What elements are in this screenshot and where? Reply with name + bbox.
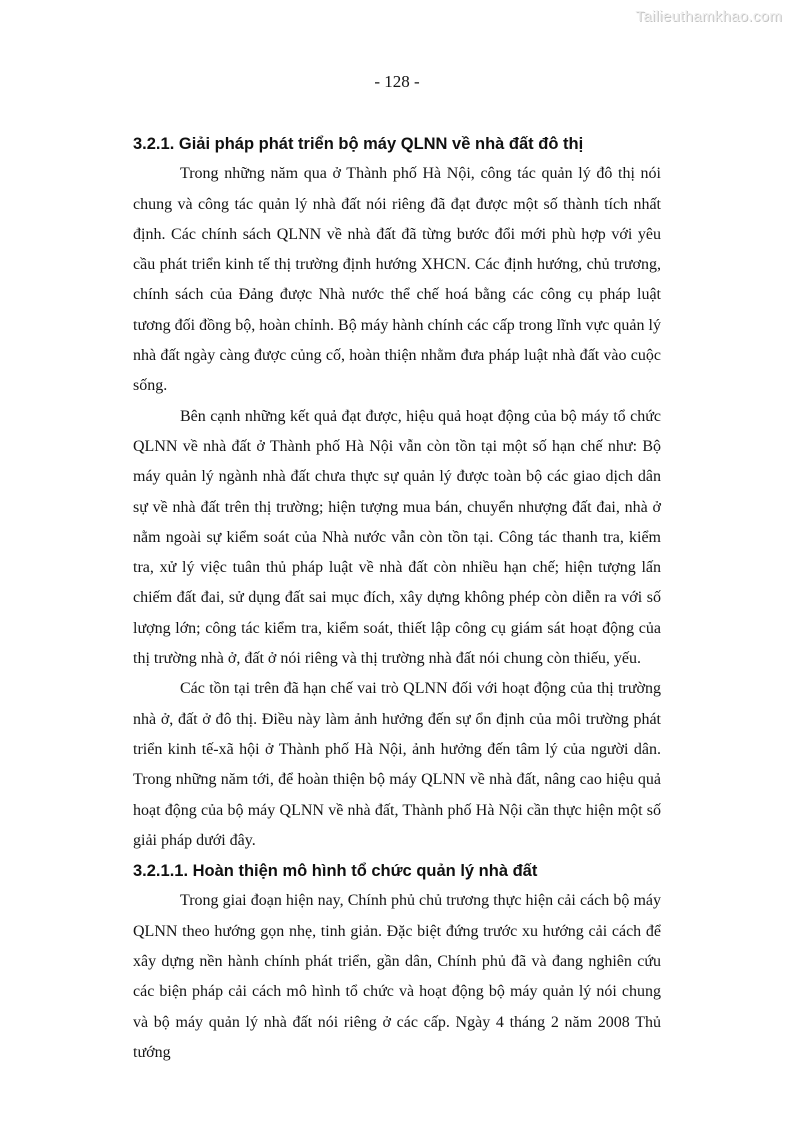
page-number: - 128 - [374,72,420,91]
watermark: Tailieuthamkhao.com [635,8,782,25]
heading-3-2-1-1: 3.2.1.1. Hoàn thiện mô hình tổ chức quản lý nhà đất [133,862,538,881]
heading-3-2-1: 3.2.1. Giải pháp phát triển bộ máy QLNN về nhà đất đô thị [133,135,584,153]
paragraph-1: Trong những năm qua ở Thành phố Hà Nội, công tác quản lý đô thị nói chung và công tác quản lý nhà đất nói riêng đã đạt được một số thành tích nhất định. Các chính sách QLNN về nhà đất đã từng bước đổi mới phù hợp với yêu cầu phát triển kinh tế thị trường định hướng XHCN. Các định hướng, chủ trương, chính sách của Đảng được Nhà nước thể chế hoá bằng các công cụ pháp luật tương đối đồng bộ, hoàn chỉnh. Bộ máy hành chính các cấp trong lĩnh vực quản lý nhà đất ngày càng được củng cố, hoàn thiện nhằm đưa pháp luật nhà đất vào cuộc sống. [133,165,661,395]
document-body [133,129,661,1068]
paragraph-3: Các tồn tại trên đã hạn chế vai trò QLNN đối với hoạt động của thị trường nhà ở, đất ở đô thị. Điều này làm ảnh hưởng đến sự ổn định của môi trường phát triển kinh tế-xã hội ở Thành phố Hà Nội, ảnh hưởng đến tâm lý của người dân. Trong những năm tới, để hoàn thiện bộ máy QLNN về nhà đất, nâng cao hiệu quả hoạt động của bộ máy QLNN về nhà đất, Thành phố Hà Nội cần thực hiện một số giải pháp dưới đây. [133,680,661,849]
paragraph-2: Bên cạnh những kết quả đạt được, hiệu quả hoạt động của bộ máy tổ chức QLNN về nhà đất ở Thành phố Hà Nội vẫn còn tồn tại một số hạn chế như: Bộ máy quản lý ngành nhà đất chưa thực sự quản lý được toàn bộ các giao dịch dân sự về nhà đất trên thị trường; hiện tượng mua bán, chuyển nhượng đất đai, nhà ở nằm ngoài sự kiểm soát của Nhà nước vẫn còn tồn tại. Công tác thanh tra, kiểm tra, xử lý việc tuân thủ pháp luật về nhà đất còn nhiều hạn chế; hiện tượng lấn chiếm đất đai, sử dụng đất sai mục đích, xây dựng không phép còn diễn ra với số lượng lớn; công tác kiểm tra, kiểm soát, thiết lập công cụ giám sát hoạt động của thị trường nhà ở, đất ở nói riêng và thị trường nhà đất nói chung còn thiếu, yếu. [133,407,661,668]
paragraph-4: Trong giai đoạn hiện nay, Chính phủ chủ trương thực hiện cải cách bộ máy QLNN theo hướng gọn nhẹ, tinh giản. Đặc biệt đứng trước xu hướng cải cách để xây dựng nền hành chính phát triển, gần dân, Chính phủ đã và đang nghiên cứu các biện pháp cải cách mô hình tổ chức và hoạt động bộ máy quản lý nói chung và bộ máy quản lý nhà đất nói riêng ở các cấp. Ngày 4 tháng 2 năm 2008 Thủ tướng [133,892,661,1061]
